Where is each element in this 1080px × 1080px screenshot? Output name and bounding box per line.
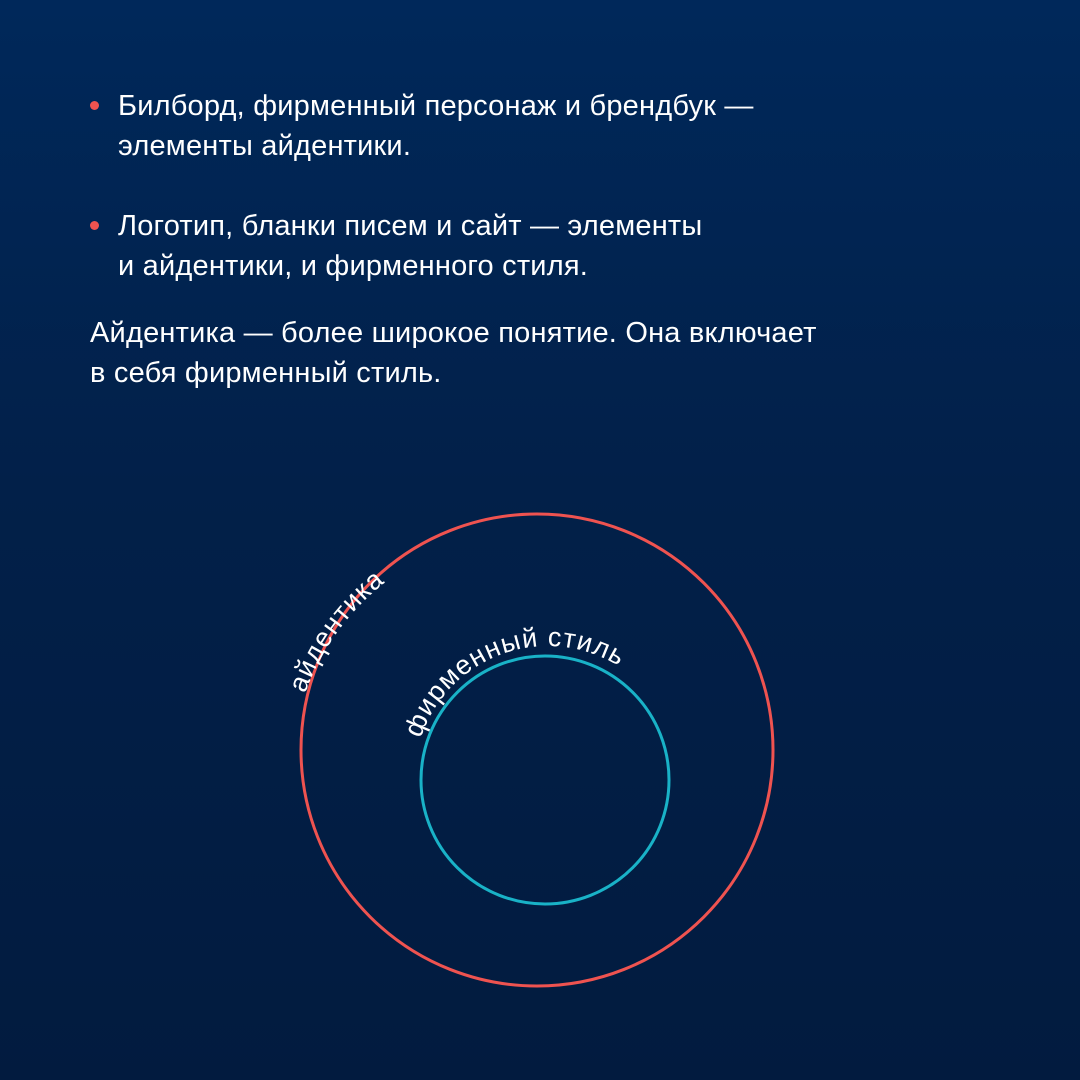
inner-circle-corporate-style — [421, 656, 669, 904]
bullet-text-line: Билборд, фирменный персонаж и брендбук — — [118, 90, 754, 122]
inner-circle-label-path: фирменный стиль — [398, 621, 632, 741]
bullet-text-line: элементы айдентики. — [118, 130, 412, 162]
inner-circle-label — [398, 622, 631, 741]
bullet-text-line: Логотип, бланки писем и сайт — элементы — [118, 210, 703, 242]
summary-text-line: Айдентика — более широкое понятие. Она включает — [90, 317, 817, 349]
outer-circle-label — [283, 563, 390, 696]
summary-text-line: в себя фирменный стиль. — [90, 357, 442, 389]
outer-circle-label-path: айдентика — [282, 563, 390, 696]
bullet-text-line: и айдентики, и фирменного стиля. — [118, 250, 588, 282]
